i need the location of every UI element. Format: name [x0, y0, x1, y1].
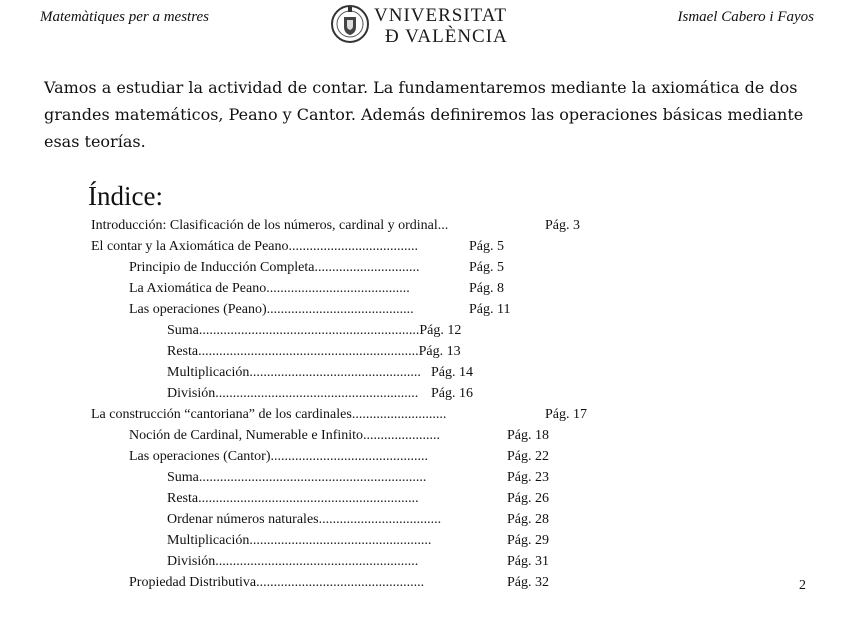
toc-entry-text: Propiedad Distributiva................................................ — [129, 575, 425, 590]
toc-entry-text: Multiplicación.................................................... — [167, 533, 432, 548]
toc-entry-page: Pág. 17 — [545, 407, 587, 422]
toc-entry-text: Suma................................................................. — [167, 470, 427, 485]
toc-entry-text: División.......................................................... — [167, 386, 419, 401]
toc-entry-page: Pág. 23 — [507, 470, 549, 485]
page-number: 2 — [799, 578, 806, 593]
toc-entry-page: Pág. 8 — [469, 281, 504, 296]
toc-entry-text: Suma...............................................................Pág. 12 — [167, 323, 462, 338]
toc-entry-page: Pág. 3 — [545, 218, 580, 233]
toc-entry-text: La construcción “cantoriana” de los cardinales........................... — [91, 407, 447, 422]
running-header-left: Matemàtiques per a mestres — [40, 9, 209, 25]
toc-entry-page: Pág. 22 — [507, 449, 549, 464]
toc-entry-page: Pág. 14 — [431, 365, 473, 380]
toc-entry-text: Ordenar números naturales................................... — [167, 512, 442, 527]
toc-entry-text: Resta............................................................... — [167, 491, 419, 506]
toc-entry-text: Multiplicación................................................. — [167, 365, 421, 380]
toc-entry-text: División.......................................................... — [167, 554, 419, 569]
university-seal-icon — [330, 2, 370, 46]
toc-entry-text: Resta...............................................................Pág. 13 — [167, 344, 461, 359]
toc-entry-page: Pág. 5 — [469, 239, 504, 254]
toc-entry-text: Las operaciones (Cantor)............................................. — [129, 449, 428, 464]
toc-entry-page: Pág. 5 — [469, 260, 504, 275]
toc-title: Índice: — [88, 181, 163, 211]
toc-entry-page: Pág. 28 — [507, 512, 549, 527]
running-header-right: Ismael Cabero i Fayos — [677, 9, 814, 25]
toc-entry-page: Pág. 31 — [507, 554, 549, 569]
logo-text-line2: Ð VALÈNCIA — [385, 26, 508, 47]
toc-entry-page: Pág. 11 — [469, 302, 511, 317]
toc-entry-text: Principio de Inducción Completa.............................. — [129, 260, 420, 275]
toc-entry-page: Pág. 29 — [507, 533, 549, 548]
toc-entry-text: La Axiomática de Peano......................................... — [129, 281, 410, 296]
toc-entry-text: El contar y la Axiomática de Peano..................................... — [91, 239, 418, 254]
toc-entry-page: Pág. 18 — [507, 428, 549, 443]
university-logo — [330, 2, 530, 52]
logo-text-line1: VNIVERSITAT — [374, 5, 507, 26]
toc-entry-page: Pág. 32 — [507, 575, 549, 590]
toc-entry-text: Introducción: Clasificación de los números, cardinal y ordinal... — [91, 218, 449, 233]
toc-entry-text: Las operaciones (Peano).......................................... — [129, 302, 414, 317]
toc-entry-text: Noción de Cardinal, Numerable e Infinito...................... — [129, 428, 441, 443]
toc-entry-page: Pág. 26 — [507, 491, 549, 506]
intro-paragraph: Vamos a estudiar la actividad de contar. La fundamentaremos mediante la axiomática de dos grandes matemáticos, Peano y Cantor. Además definiremos las operaciones básicas mediante esas teorías. — [44, 78, 804, 151]
toc-entry-page: Pág. 16 — [431, 386, 473, 401]
